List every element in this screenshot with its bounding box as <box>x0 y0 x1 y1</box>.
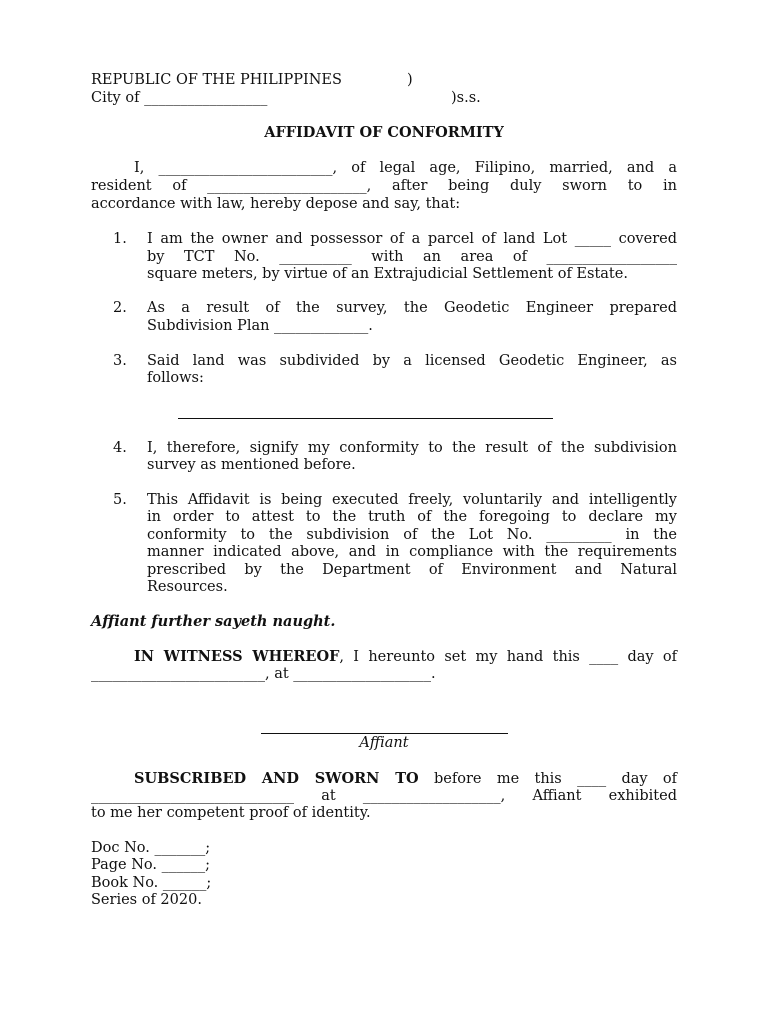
witness-rest: , I hereunto set my hand this ____ day of <box>339 649 678 665</box>
witness-line-1 <box>134 648 677 667</box>
intro-line-3: accordance with law, hereby depose and say, that: <box>91 196 461 212</box>
subscribed-line-1 <box>134 770 677 789</box>
item-number: 5. <box>113 492 127 508</box>
item-number: 2. <box>113 300 127 316</box>
item-1-line-1: I am the owner and possessor of a parcel of land Lot _____ covered <box>147 231 677 247</box>
item-number: 1. <box>113 231 127 247</box>
subdivision-blank-line <box>178 418 553 419</box>
affiant-further-statement: Affiant further sayeth naught. <box>91 613 336 630</box>
item-5-line-2: in order to attest to the truth of the foregoing to declare my <box>147 509 677 525</box>
affiant-signature-line <box>261 733 508 734</box>
item-4-line-2: survey as mentioned before. <box>147 457 356 473</box>
subscribed-rest: before me this ____ day of <box>418 771 677 787</box>
document-title: AFFIDAVIT OF CONFORMITY <box>264 124 504 141</box>
witness-bold: IN WITNESS WHEREOF <box>134 648 340 665</box>
item-5-line-4: manner indicated above, and in compliance with the requirements <box>147 544 677 560</box>
item-number: 3. <box>113 353 127 369</box>
item-5-line-5: prescribed by the Department of Environment and Natural <box>147 562 677 578</box>
city-line: City of _________________ <box>91 90 268 106</box>
header-paren: ) <box>407 72 413 88</box>
subscribed-line-3: to me her competent proof of identity. <box>91 805 371 821</box>
item-4-line-1: I, therefore, signify my conformity to the result of the subdivision <box>147 440 677 456</box>
item-number: 4. <box>113 440 127 456</box>
subscribed-line-2: ____________________________ at ___________________, Affiant exhibited <box>91 788 677 804</box>
book-no: Book No. ______; <box>91 875 212 891</box>
page-no: Page No. ______; <box>91 857 210 873</box>
item-2-line-1: As a result of the survey, the Geodetic Engineer prepared <box>147 300 677 316</box>
item-2-line-2: Subdivision Plan _____________. <box>147 318 373 334</box>
item-1-line-3: square meters, by virtue of an Extrajudicial Settlement of Estate. <box>147 266 628 282</box>
item-5-line-6: Resources. <box>147 579 228 595</box>
item-3-line-2: follows: <box>147 370 204 386</box>
republic-heading: REPUBLIC OF THE PHILIPPINES <box>91 72 342 88</box>
affiant-label: Affiant <box>359 735 409 751</box>
intro-line-1: I, ________________________, of legal age, Filipino, married, and a <box>134 160 677 176</box>
intro-line-2: resident of ______________________, after being duly sworn to in <box>91 178 677 194</box>
series-year: Series of 2020. <box>91 892 202 908</box>
subscribed-bold: SUBSCRIBED AND SWORN TO <box>134 770 419 787</box>
item-3-line-1: Said land was subdivided by a licensed Geodetic Engineer, as <box>147 353 677 369</box>
item-5-line-1: This Affidavit is being executed freely, voluntarily and intelligently <box>147 492 677 508</box>
ss-mark: )s.s. <box>451 90 481 106</box>
witness-line-2: ________________________, at ___________________. <box>91 666 436 682</box>
item-5-line-3: conformity to the subdivision of the Lot No. _________ in the <box>147 527 677 543</box>
item-1-line-2: by TCT No. __________ with an area of __________________ <box>147 249 677 265</box>
doc-no: Doc No. _______; <box>91 840 211 856</box>
